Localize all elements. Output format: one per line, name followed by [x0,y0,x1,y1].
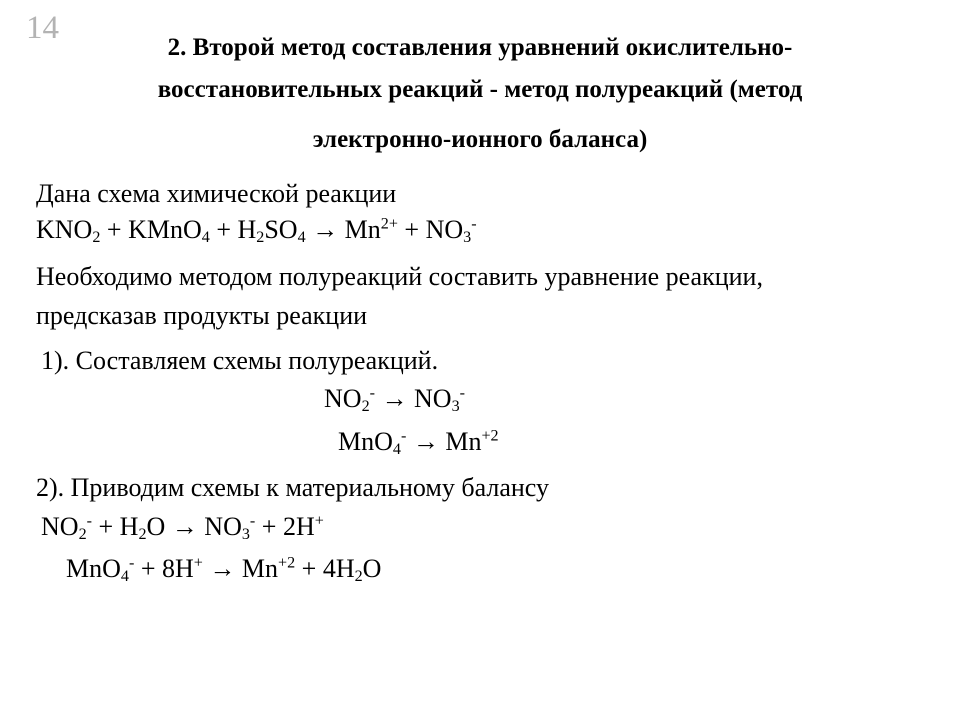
half-reaction-1: $NO_2^- \to NO_3^-$ [324,384,465,416]
intro-text: Дана схема химической реакции [36,179,397,208]
task-line-1: Необходимо методом полуреакций составить уравнение реакции, [36,262,763,291]
reaction-equation: $KNO_2$ + KMnO$_4$ + $H_2SO_4 \to Mn^{2+} + NO_3^-$ [36,215,477,247]
half-reaction-2: $MnO_4^- \to Mn^{+2}$ [338,427,499,459]
task-line-2: предсказав продукты реакции [36,301,368,330]
balanced-half-reaction-2: $MnO_4^- + 8H^+ \to Mn^{+2} + 4H_2O$ [66,554,382,586]
title-line-2: восстановительных реакций - метод полуреакций (метод [157,76,803,103]
slide-number: 14 [26,10,59,46]
title-line-3: электронно-ионного баланса) [312,126,648,153]
balanced-half-reaction-1: $NO_2^- + H_2O \to NO_3^- + 2H^+$ [41,512,324,544]
step-2-heading: 2). Приводим схемы к материальному балансу [36,473,549,502]
title-line-1: 2. Второй метод составления уравнений окислительно- [167,34,793,61]
step-1-heading: 1). Составляем схемы полуреакций. [41,346,439,375]
